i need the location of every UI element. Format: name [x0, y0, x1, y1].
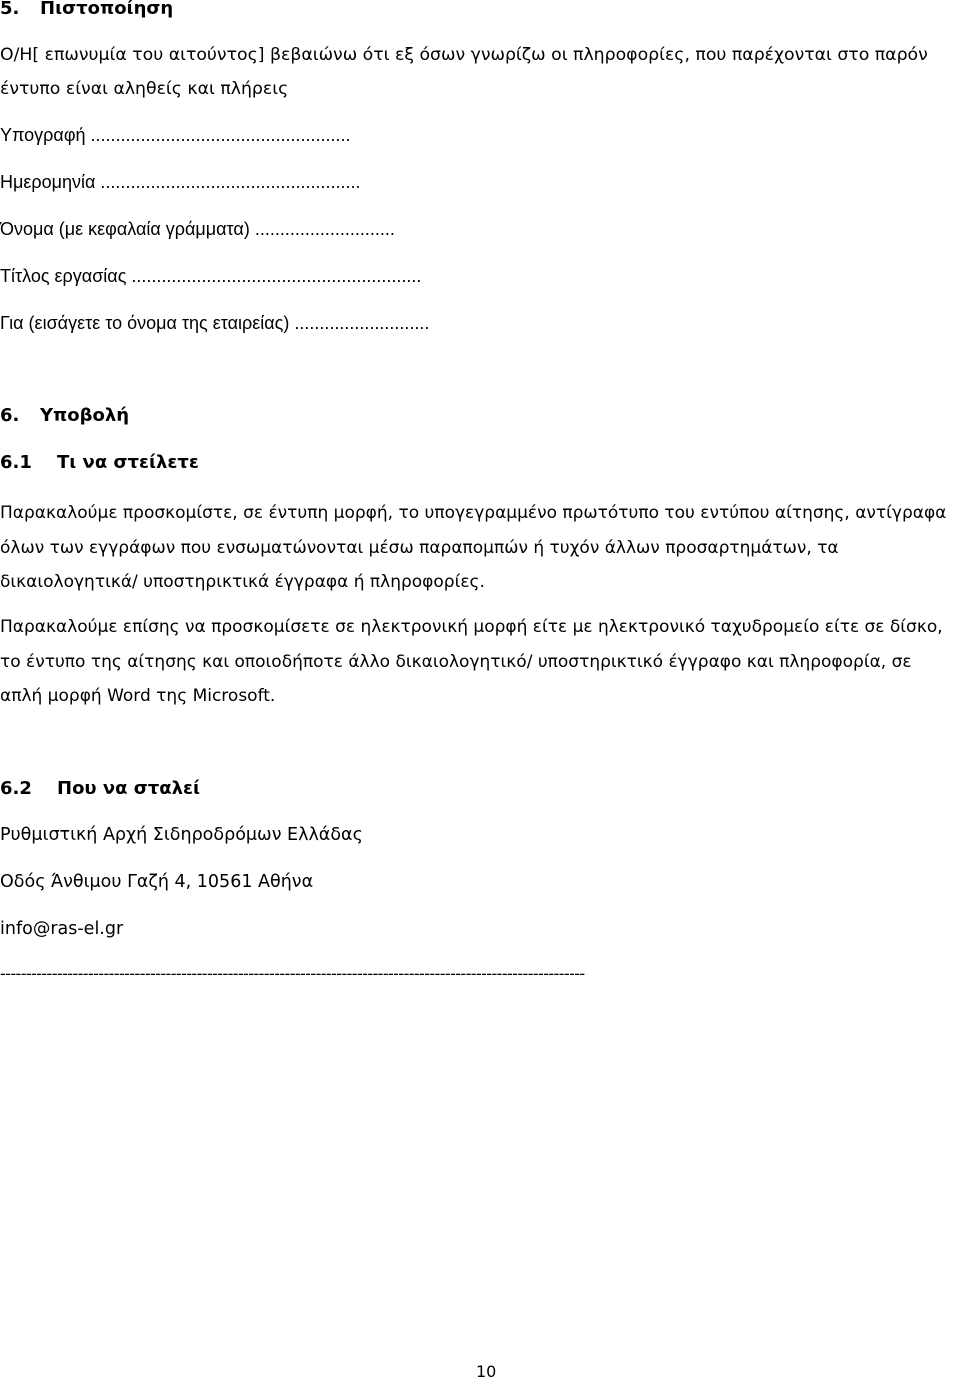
subsection-heading-what-to-send: [0, 452, 199, 473]
subsection-number: 6.1: [0, 452, 32, 473]
section-number: 6.: [0, 405, 20, 426]
email-address: info@ras-el.gr: [0, 919, 124, 939]
subsection-title: Που να σταλεί: [57, 778, 201, 799]
name-field: Όνομα (με κεφαλαία γράμματα) ............................: [0, 219, 395, 239]
signature-field: Υπογραφή ....................................................: [0, 125, 351, 145]
postal-address: Οδός Άνθιμου Γαζή 4, 10561 Αθήνα: [0, 872, 314, 892]
date-field: Ημερομηνία ....................................................: [0, 172, 361, 192]
what-to-send-paragraph-1: Παρακαλούμε προσκομίστε, σε έντυπη μορφή, το υπογεγραμμένο πρωτότυπο του εντύπου αίτησης, αντίγραφα όλων των εγγράφων που ενσωματώνονται μέσω παραπομπών ή τυχόν άλλων προσαρτημάτων, τα δικαιολογητικά/ υποστηρικτικά έγγραφα ή πληροφορίες.: [0, 503, 947, 592]
section-title: Υποβολή: [40, 405, 130, 426]
job-title-field: Τίτλος εργασίας ..........................................................: [0, 266, 422, 286]
dashed-separator: -----------------------------------------------------------------------------------------------------------------: [0, 964, 585, 983]
section-number: 5.: [0, 0, 20, 19]
section-heading-submission: [0, 405, 129, 426]
subsection-number: 6.2: [0, 778, 32, 799]
what-to-send-paragraph-2: Παρακαλούμε επίσης να προσκομίσετε σε ηλεκτρονική μορφή είτε με ηλεκτρονικό ταχυδρομείο είτε σε δίσκο, το έντυπο της αίτησης και οποιοδήποτε άλλο δικαιολογητικό/ υποστηρικτικό έγγραφο και πληροφορία, σε απλή μορφή Word της Microsoft.: [0, 617, 943, 706]
subsection-heading-where-to-send: [0, 778, 200, 799]
organisation-name: Ρυθμιστική Αρχή Σιδηροδρόμων Ελλάδας: [0, 825, 363, 845]
section-heading-certification: [0, 0, 173, 19]
company-field: Για (εισάγετε το όνομα της εταιρείας) ...........................: [0, 313, 430, 333]
page-number: 10: [476, 1362, 497, 1381]
section-title: Πιστοποίηση: [40, 0, 174, 19]
certification-text: Ο/Η[ επωνυμία του αιτούντος] βεβαιώνω ότι εξ όσων γνωρίζω οι πληροφορίες, που παρέχονται στο παρόν έντυπο είναι αληθείς και πλήρεις: [0, 45, 928, 99]
subsection-title: Τι να στείλετε: [57, 452, 199, 473]
